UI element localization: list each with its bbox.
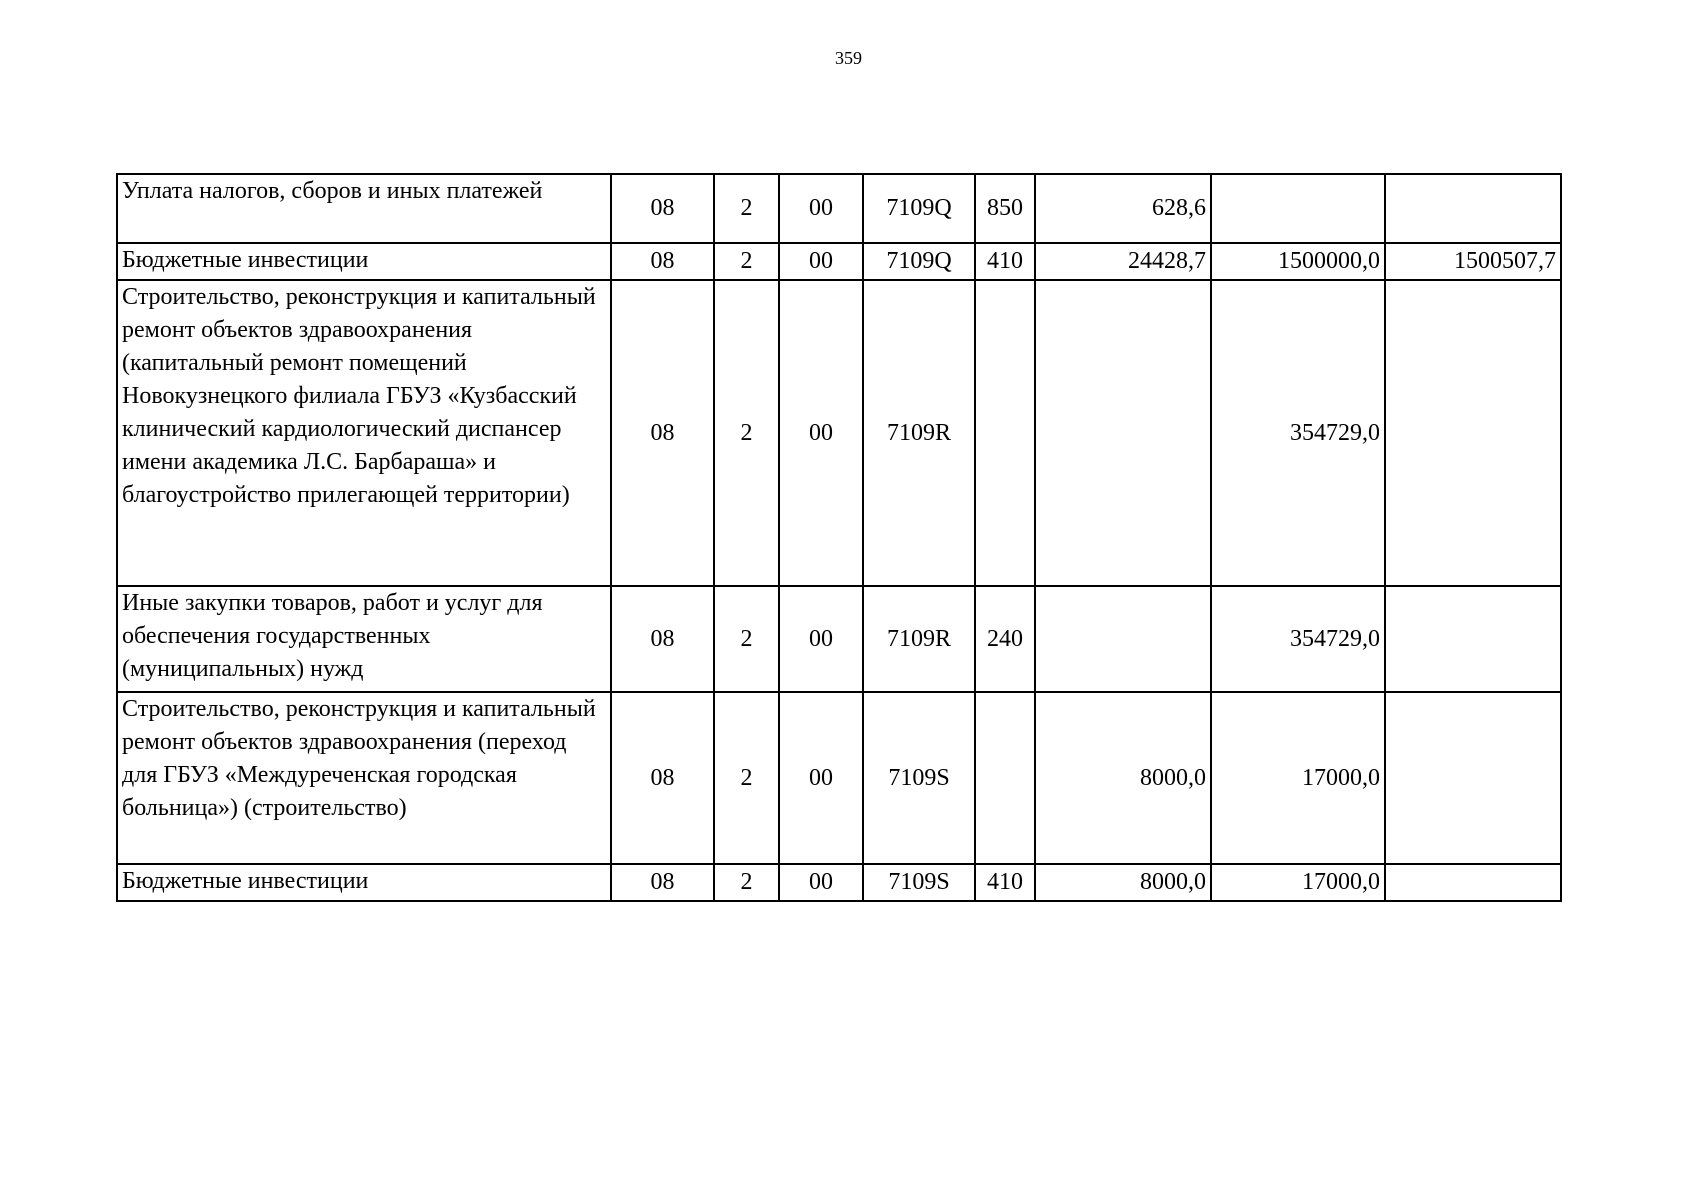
expense-type-code: 850	[975, 174, 1035, 243]
program-code: 2	[714, 174, 779, 243]
program-code: 2	[714, 864, 779, 901]
target-code: 7109S	[863, 692, 975, 864]
expense-type-code: 410	[975, 243, 1035, 280]
amount-year-3	[1385, 280, 1561, 586]
expense-type-code	[975, 280, 1035, 586]
subprogram-code: 00	[779, 280, 863, 586]
subprogram-code: 00	[779, 174, 863, 243]
section-code: 08	[611, 280, 714, 586]
expense-type-code: 240	[975, 586, 1035, 692]
section-code: 08	[611, 692, 714, 864]
row-description: Иные закупки товаров, работ и услуг для обеспечения государственных (муниципальных) нужд	[117, 586, 611, 692]
target-code: 7109Q	[863, 174, 975, 243]
section-code: 08	[611, 864, 714, 901]
amount-year-1: 628,6	[1035, 174, 1211, 243]
amount-year-1	[1035, 280, 1211, 586]
section-code: 08	[611, 586, 714, 692]
table-row	[117, 864, 1561, 901]
amount-year-2: 354729,0	[1211, 586, 1385, 692]
amount-year-2: 17000,0	[1211, 692, 1385, 864]
amount-year-2: 354729,0	[1211, 280, 1385, 586]
amount-year-2	[1211, 174, 1385, 243]
target-code: 7109R	[863, 586, 975, 692]
amount-year-3	[1385, 586, 1561, 692]
target-code: 7109Q	[863, 243, 975, 280]
row-description: Строительство, реконструкция и капитальный ремонт объектов здравоохранения (переход для ГБУЗ «Междуреченская городская больница») (строительство)	[117, 692, 611, 864]
row-description: Бюджетные инвестиции	[117, 243, 611, 280]
page-number: 359	[835, 48, 862, 68]
amount-year-3	[1385, 174, 1561, 243]
program-code: 2	[714, 243, 779, 280]
expense-type-code: 410	[975, 864, 1035, 901]
amount-year-1: 8000,0	[1035, 692, 1211, 864]
table-row	[117, 586, 1561, 692]
subprogram-code: 00	[779, 692, 863, 864]
amount-year-3	[1385, 692, 1561, 864]
program-code: 2	[714, 586, 779, 692]
amount-year-1: 8000,0	[1035, 864, 1211, 901]
amount-year-3: 1500507,7	[1385, 243, 1561, 280]
budget-table	[116, 173, 1562, 902]
row-description: Строительство, реконструкция и капитальный ремонт объектов здравоохранения (капитальный ремонт помещений Новокузнецкого филиала ГБУЗ «Кузбасский клинический кардиологический диспансер имени академика Л.С. Барбараша» и благоустройство прилегающей территории)	[117, 280, 611, 586]
program-code: 2	[714, 280, 779, 586]
table-row	[117, 692, 1561, 864]
row-description: Уплата налогов, сборов и иных платежей	[117, 174, 611, 243]
amount-year-2: 1500000,0	[1211, 243, 1385, 280]
subprogram-code: 00	[779, 586, 863, 692]
target-code: 7109S	[863, 864, 975, 901]
table-row	[117, 280, 1561, 586]
table-row	[117, 243, 1561, 280]
section-code: 08	[611, 174, 714, 243]
expense-type-code	[975, 692, 1035, 864]
subprogram-code: 00	[779, 864, 863, 901]
section-code: 08	[611, 243, 714, 280]
program-code: 2	[714, 692, 779, 864]
row-description: Бюджетные инвестиции	[117, 864, 611, 901]
table-row	[117, 174, 1561, 243]
amount-year-3	[1385, 864, 1561, 901]
amount-year-1	[1035, 586, 1211, 692]
subprogram-code: 00	[779, 243, 863, 280]
amount-year-1: 24428,7	[1035, 243, 1211, 280]
amount-year-2: 17000,0	[1211, 864, 1385, 901]
target-code: 7109R	[863, 280, 975, 586]
